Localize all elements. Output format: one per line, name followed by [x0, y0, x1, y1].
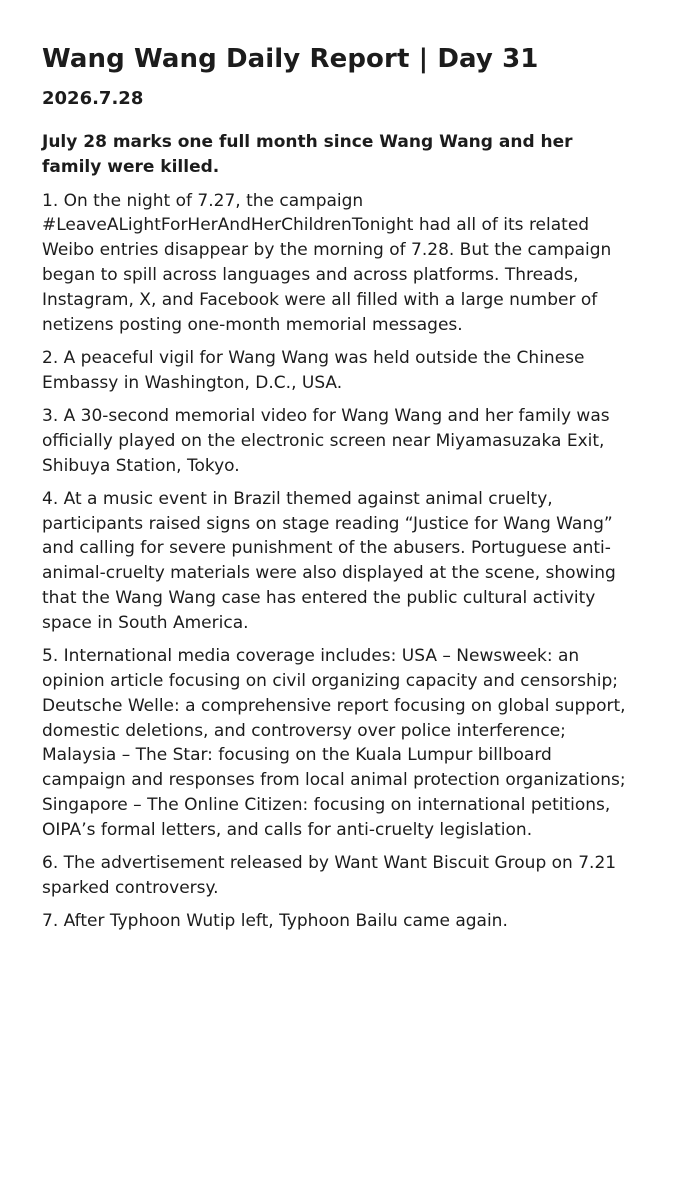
report-item-5: 5. International media coverage includes: USA – Newsweek: an opinion article focusing on civil organizing capacity and censorship; Deutsche Welle: a comprehensive report focusing on global support, domestic deletions, and controversy over police interference; Malaysia – The Star: focusing on the Kuala Lumpur billboard campaign and responses from local animal protection organizations; Singapore – The Online Citizen: focusing on international petitions, OIPA’s formal letters, and calls for anti-cruelty legislation. [42, 646, 626, 840]
report-date: 2026.7.28 [42, 88, 144, 109]
report-item-4: 4. At a music event in Brazil themed against animal cruelty, participants raised signs on stage reading “Justice for Wang Wang” and calling for severe punishment of the abusers. Portuguese anti-animal-cruelty materials were also displayed at the scene, showing that the Wang Wang case has entered the public cultural activity space in South America. [42, 488, 616, 633]
report-item-1: 1. On the night of 7.27, the campaign #LeaveALightForHerAndHerChildrenTonight had all of its related Weibo entries disappear by the morning of 7.28. But the campaign began to spill across languages and across platforms. Threads, Instagram, X, and Facebook were all filled with a large number of netizens posting one-month memorial messages. [42, 190, 612, 335]
lead-paragraph: July 28 marks one full month since Wang Wang and her family were killed. [42, 132, 573, 177]
report-item-2: 2. A peaceful vigil for Wang Wang was held outside the Chinese Embassy in Washington, D.C., USA. [42, 347, 585, 393]
report-item-7: 7. After Typhoon Wutip left, Typhoon Bailu came again. [42, 911, 508, 932]
page-title: Wang Wang Daily Report | Day 31 [42, 44, 539, 74]
report-item-6: 6. The advertisement released by Want Want Biscuit Group on 7.21 sparked controversy. [42, 853, 617, 898]
report-items-list [42, 189, 633, 934]
report-item-3: 3. A 30-second memorial video for Wang Wang and her family was officially played on the electronic screen near Miyamasuzaka Exit, Shibuya Station, Tokyo. [42, 405, 610, 476]
